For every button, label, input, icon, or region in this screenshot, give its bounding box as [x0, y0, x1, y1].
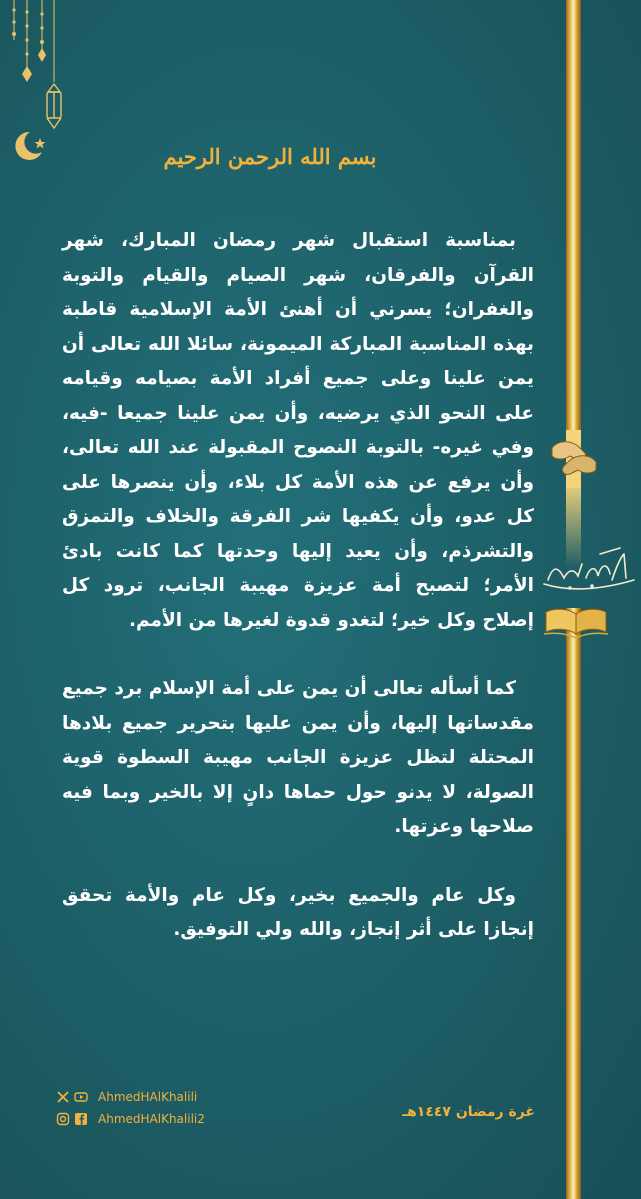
paragraph-1: بمناسبة استقبال شهر رمضان المبارك، شهر القرآن والفرقان، شهر الصيام والقيام والتوبة والغفران؛ يسرني أن أهنئ الأمة الإسلامية قاطبة بهذه المناسبة المباركة الميمونة، سائلا الله تعالى أن يمن علينا وعلى جميع أفراد الأمة بصيامه وقيامه على النحو الذي يرضيه، وأن يمن علينا جميعا -فيه، وفي غيره- بالتوبة النصوح المقبولة عند الله تعالى، وأن يرفع عن هذه الأمة كل بلاء، وأن ينصرها على كل عدو، وأن يكفيها شر الفرقة والخلاف والتمزق والتشرذم، وأن يعيد إليها وحدتها كما كانت بادئ الأمر؛ لتصبح أمة عزيزة مهيبة الجانب، ترود كل إصلاح وكل خير؛ لتغدو قدوة لغيرها من الأمم. [62, 230, 534, 631]
message-body [62, 224, 534, 982]
page-title: بسم الله الرحمن الرحيم [163, 144, 377, 169]
facebook-icon[interactable] [74, 1112, 88, 1126]
handle-instagram-facebook[interactable]: AhmedHAlKhalili2 [98, 1112, 205, 1126]
instagram-icon[interactable] [56, 1112, 70, 1126]
signature [540, 540, 638, 596]
youtube-icon[interactable] [74, 1090, 88, 1104]
paragraph-3: وكل عام والجميع بخير، وكل عام والأمة تحقق إنجازا على أثر إنجاز، والله ولي التوفيق. [62, 884, 534, 940]
hands-gripping-rod-icon [548, 430, 600, 488]
paragraph-2: كما أسأله تعالى أن يمن على أمة الإسلام برد جميع مقدساتها إليها، وأن يمن عليها بتحرير جميع بلادها المحتلة لتظل عزيزة الجانب مهيبة السطوة قوية الصولة، لا يدنو حول حماها دانٍ إلا بالخير وبما فيه صلاحها وعزتها. [62, 678, 534, 837]
x-icon[interactable] [56, 1090, 70, 1104]
social-row-2 [56, 1108, 205, 1130]
social-links [56, 1086, 205, 1130]
social-row-1 [56, 1086, 205, 1108]
book-icon [542, 606, 610, 640]
handle-x-youtube[interactable]: AhmedHAlKhalili [98, 1090, 198, 1104]
date-label: غرة رمضان ١٤٤٧هـ [402, 1104, 535, 1120]
